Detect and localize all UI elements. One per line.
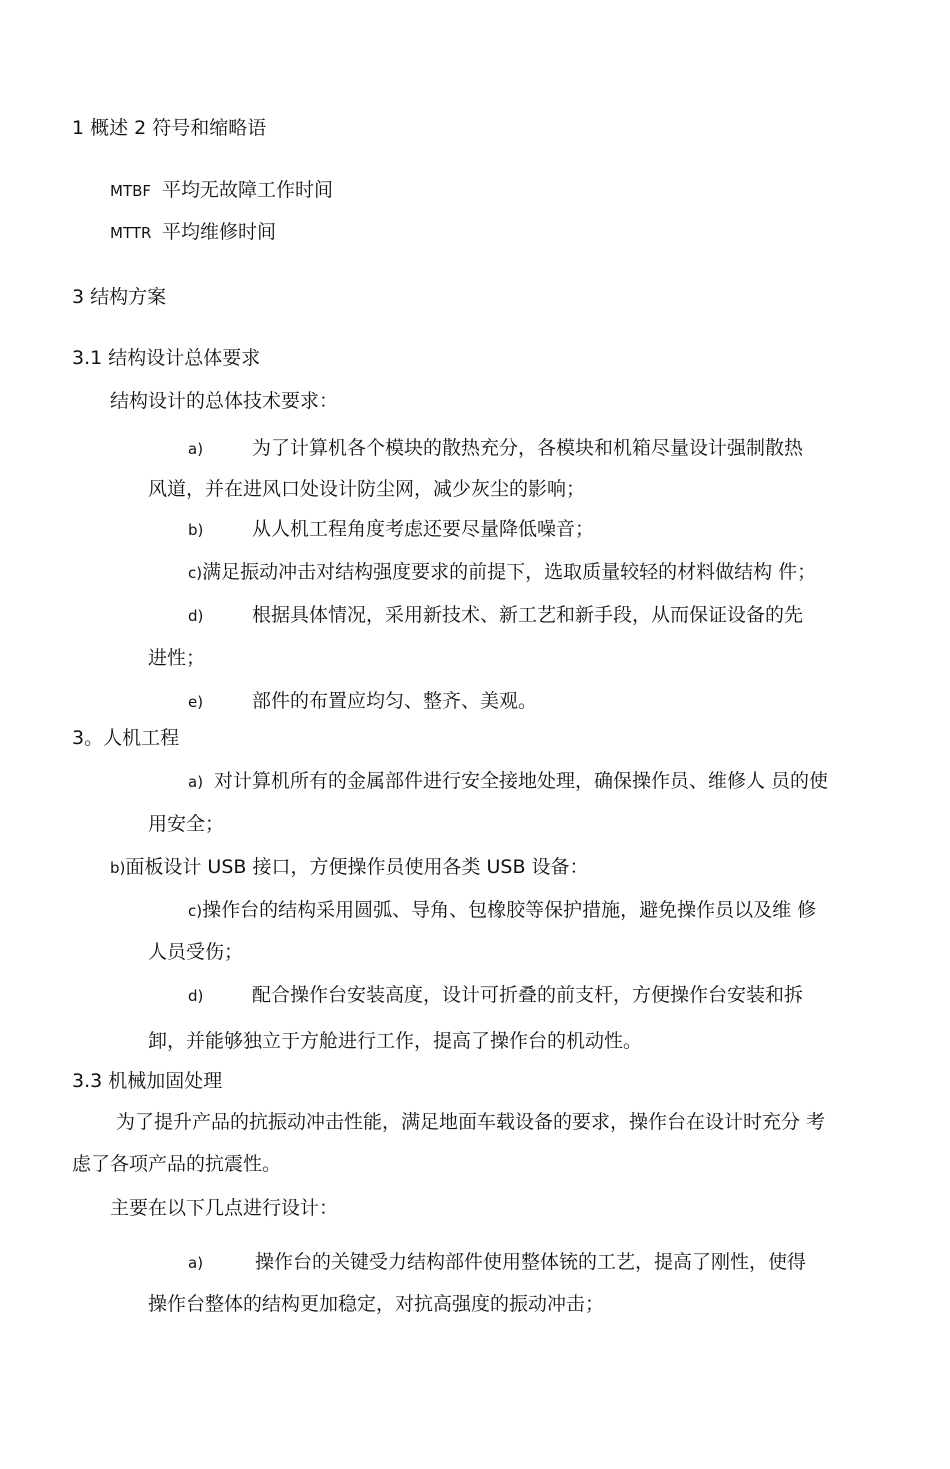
abbreviation-term: MTBF xyxy=(110,182,152,200)
abbreviation-meaning: 平均维修时间 xyxy=(162,221,277,243)
list-text: 操作台的关键受力结构部件使用整体铳的工艺，提高了刚性，使得 xyxy=(255,1251,807,1273)
list-item-d-continued: 进性； xyxy=(148,647,206,669)
list-item-b xyxy=(188,517,594,542)
section-3-3-title: 3.3 机械加固处理 xyxy=(72,1070,223,1092)
section-3-2-title: 3。人机工程 xyxy=(72,727,180,749)
list-label: c) xyxy=(188,902,203,920)
ergonomics-item-d-continued: 卸，并能够独立于方舱进行工作，提高了操作台的机动性。 xyxy=(148,1030,643,1052)
list-item-c xyxy=(188,560,816,585)
list-label: d) xyxy=(188,607,204,625)
section-3-3-intro: 主要在以下几点进行设计： xyxy=(110,1197,339,1219)
ergonomics-item-d xyxy=(188,983,803,1008)
section-3-title: 3 结构方案 xyxy=(72,286,167,308)
abbreviation-term: MTTR xyxy=(110,224,152,242)
section-3-3-paragraph-continued: 虑了各项产品的抗震性。 xyxy=(72,1153,282,1175)
list-label: b) xyxy=(188,521,204,539)
list-item-e xyxy=(188,689,537,714)
list-label: c) xyxy=(188,564,203,582)
ergonomics-item-a xyxy=(188,769,828,794)
list-item-a xyxy=(188,436,803,461)
abbreviation-row-mttr xyxy=(110,220,276,245)
section-3-3-paragraph: 为了提升产品的抗振动冲击性能，满足地面车载设备的要求，操作台在设计时充分 考 xyxy=(116,1111,826,1133)
ergonomics-item-b xyxy=(110,855,589,880)
list-text: 对计算机所有的金属部件进行安全接地处理，确保操作员、维修人 员的使 xyxy=(214,770,829,792)
ergonomics-item-c xyxy=(188,898,816,923)
reinforcement-item-a-continued: 操作台整体的结构更加稳定，对抗高强度的振动冲击； xyxy=(148,1293,605,1315)
list-label: a) xyxy=(188,773,204,791)
list-label: a) xyxy=(188,1254,204,1272)
list-item-a-continued: 风道，并在进风口处设计防尘网，减少灰尘的影响； xyxy=(148,478,586,500)
list-label: e) xyxy=(188,693,204,711)
list-text: 根据具体情况，采用新技术、新工艺和新手段，从而保证设备的先 xyxy=(252,604,804,626)
list-text: 满足振动冲击对结构强度要求的前提下，选取质量较轻的材料做结构 件； xyxy=(202,561,817,583)
list-text: 操作台的结构采用圆弧、导角、包橡胶等保护措施，避免操作员以及维 修 xyxy=(202,899,817,921)
list-text: 面板设计 USB 接口，方便操作员使用各类 USB 设备： xyxy=(125,856,589,878)
list-text: 部件的布置应均匀、整齐、美观。 xyxy=(252,690,538,712)
ergonomics-item-c-continued: 人员受伤； xyxy=(148,941,244,963)
reinforcement-item-a xyxy=(188,1250,806,1275)
list-label: d) xyxy=(188,987,204,1005)
list-text: 配合操作台安装高度，设计可折叠的前支杆，方便操作台安装和拆 xyxy=(252,984,804,1006)
section-3-1-intro: 结构设计的总体技术要求： xyxy=(110,390,339,412)
list-label: a) xyxy=(188,440,204,458)
list-text: 从人机工程角度考虑还要尽量降低噪音； xyxy=(252,518,595,540)
heading-overview: 1 概述 2 符号和缩略语 xyxy=(72,117,267,139)
list-text: 为了计算机各个模块的散热充分，各模块和机箱尽量设计强制散热 xyxy=(252,437,804,459)
abbreviation-meaning: 平均无故障工作时间 xyxy=(162,179,334,201)
list-label: b) xyxy=(110,859,126,877)
ergonomics-item-a-continued: 用安全； xyxy=(148,813,225,835)
list-item-d xyxy=(188,603,803,628)
section-3-1-title: 3.1 结构设计总体要求 xyxy=(72,347,261,369)
abbreviation-row-mtbf xyxy=(110,178,333,203)
